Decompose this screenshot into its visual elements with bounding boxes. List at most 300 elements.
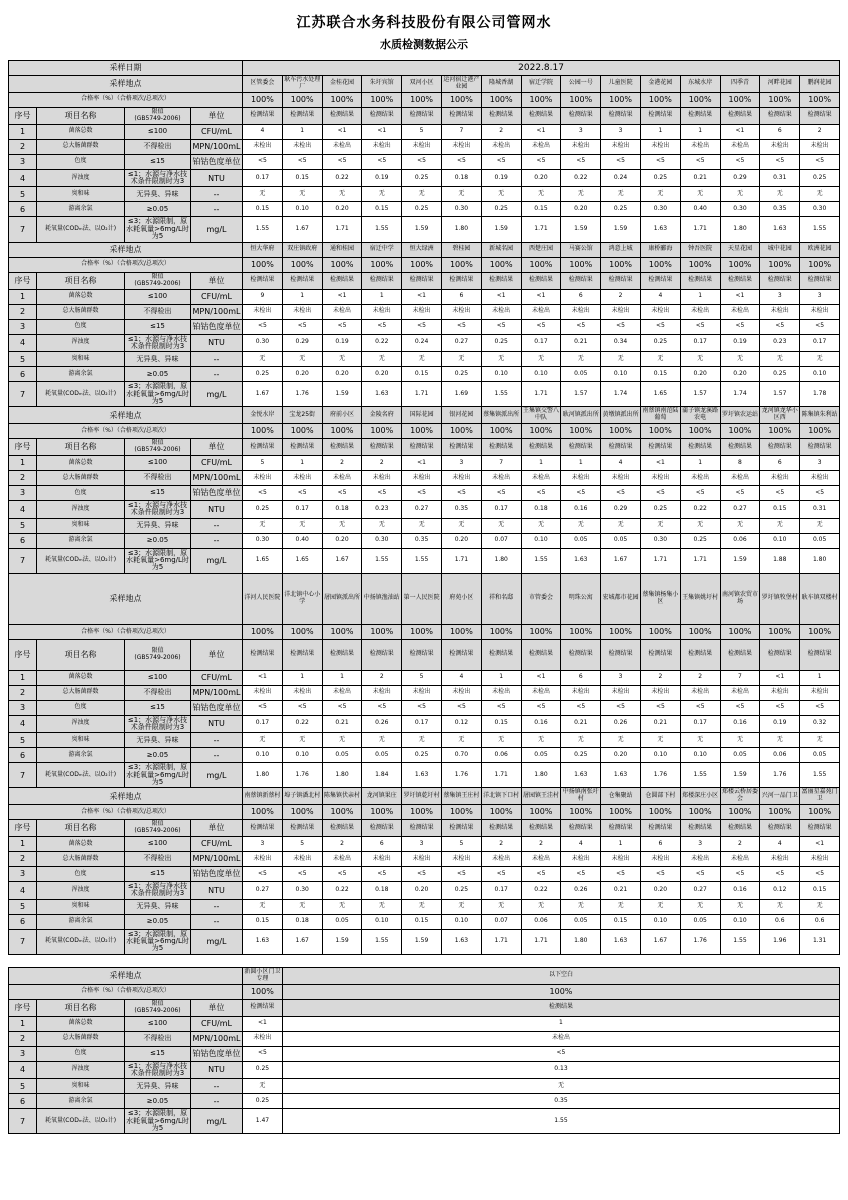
row-result: 1.55 bbox=[521, 548, 561, 573]
row-result: 5 bbox=[441, 837, 481, 852]
row-result: 0.10 bbox=[680, 748, 720, 763]
table-row bbox=[9, 1094, 840, 1109]
site-name: 天星花园 bbox=[720, 242, 760, 257]
site-name: 埠子镇潘北村 bbox=[282, 788, 322, 805]
col-header-result: 检测结果 bbox=[680, 272, 720, 289]
row-result: <5 bbox=[760, 154, 800, 169]
col-header-result: 检测结果 bbox=[601, 272, 641, 289]
sample-date-label: 采样日期 bbox=[9, 61, 243, 76]
row-unit: -- bbox=[191, 518, 243, 533]
row-result: <1 bbox=[402, 456, 442, 471]
table-row bbox=[9, 573, 840, 624]
row-result: 4 bbox=[601, 456, 641, 471]
row-result: <5 bbox=[800, 319, 840, 334]
row-result: 0.25 bbox=[640, 334, 680, 352]
site-name: 中扬镇渔油站 bbox=[362, 573, 402, 624]
row-result: 1.74 bbox=[601, 382, 641, 407]
row-result: 未检出 bbox=[760, 471, 800, 486]
row-result: 未检出 bbox=[441, 685, 481, 700]
row-result: 1.57 bbox=[680, 382, 720, 407]
row-result: 1.65 bbox=[640, 382, 680, 407]
col-header-result: 检测结果 bbox=[282, 439, 322, 456]
row-result: 未检出 bbox=[362, 471, 402, 486]
col-header-result: 检测结果 bbox=[243, 439, 283, 456]
site-label: 采样地点 bbox=[9, 242, 243, 257]
col-header-unit: 单位 bbox=[191, 999, 243, 1016]
row-unit: mg/L bbox=[191, 1109, 243, 1134]
row-result: 无 bbox=[282, 1079, 839, 1094]
col-header-result: 检测结果 bbox=[322, 820, 362, 837]
row-limit: 不得检出 bbox=[125, 852, 191, 867]
row-result: 3 bbox=[800, 456, 840, 471]
table-row bbox=[9, 1046, 840, 1061]
row-result: 无 bbox=[720, 518, 760, 533]
site-name: 蔡集镇派出所 bbox=[481, 407, 521, 424]
row-result: 0.17 bbox=[243, 169, 283, 187]
row-result: 0.05 bbox=[601, 533, 641, 548]
row-result: 无 bbox=[760, 899, 800, 914]
row-result: <1 bbox=[640, 456, 680, 471]
table-row bbox=[9, 217, 840, 242]
row-result: 1.55 bbox=[362, 548, 402, 573]
row-result: 未检出 bbox=[322, 685, 362, 700]
row-limit: ≤1；水源与净水技术条件限制时为3 bbox=[125, 501, 191, 519]
row-result: 未检出 bbox=[760, 852, 800, 867]
table-row bbox=[9, 439, 840, 456]
row-unit: MPN/100mL bbox=[191, 139, 243, 154]
col-header-item: 项目名称 bbox=[37, 439, 125, 456]
pass-rate-value: 100% bbox=[680, 257, 720, 272]
row-result: <5 bbox=[800, 154, 840, 169]
row-result: 5 bbox=[402, 670, 442, 685]
row-item-name: 总大肠菌群数 bbox=[37, 1031, 125, 1046]
col-header-unit: 单位 bbox=[191, 820, 243, 837]
row-unit: mg/L bbox=[191, 548, 243, 573]
row-result: 0.31 bbox=[760, 169, 800, 187]
row-result: 0.05 bbox=[561, 367, 601, 382]
row-result: 1.76 bbox=[760, 763, 800, 788]
row-result: 0.05 bbox=[800, 533, 840, 548]
row-result: 1.31 bbox=[800, 929, 840, 954]
row-result: 2 bbox=[362, 670, 402, 685]
row-result: 1.71 bbox=[322, 217, 362, 242]
row-result: 1.59 bbox=[601, 217, 641, 242]
row-seq: 2 bbox=[9, 471, 37, 486]
row-item-name: 臭和味 bbox=[37, 352, 125, 367]
row-result: 0.16 bbox=[521, 715, 561, 733]
row-item-name: 菌落总数 bbox=[37, 1016, 125, 1031]
row-result: 未检出 bbox=[481, 139, 521, 154]
row-result: 6 bbox=[561, 289, 601, 304]
row-result: 1.96 bbox=[760, 929, 800, 954]
row-result: 1.55 bbox=[282, 1109, 839, 1134]
col-header-result: 检测结果 bbox=[282, 999, 839, 1016]
row-item-name: 浑浊度 bbox=[37, 501, 125, 519]
pass-rate-value: 100% bbox=[441, 424, 481, 439]
col-header-result: 检测结果 bbox=[282, 820, 322, 837]
row-result: <5 bbox=[243, 867, 283, 882]
row-result: 0.20 bbox=[521, 169, 561, 187]
col-header-result: 检测结果 bbox=[481, 820, 521, 837]
row-result: <1 bbox=[322, 124, 362, 139]
row-result: 0.17 bbox=[800, 334, 840, 352]
row-unit: -- bbox=[191, 367, 243, 382]
row-result: 0.17 bbox=[481, 501, 521, 519]
row-result: 5 bbox=[243, 456, 283, 471]
col-header-item: 项目名称 bbox=[37, 820, 125, 837]
col-header-seq: 序号 bbox=[9, 820, 37, 837]
row-seq: 4 bbox=[9, 169, 37, 187]
row-result: 0.10 bbox=[243, 748, 283, 763]
row-result: 未检出 bbox=[282, 1031, 839, 1046]
row-item-name: 总大肠菌群数 bbox=[37, 471, 125, 486]
col-header-result: 检测结果 bbox=[760, 439, 800, 456]
row-result: 0.30 bbox=[243, 334, 283, 352]
row-result: <5 bbox=[680, 700, 720, 715]
row-result: 4 bbox=[760, 837, 800, 852]
pass-rate-value: 100% bbox=[760, 424, 800, 439]
row-result: 1.63 bbox=[760, 217, 800, 242]
row-result: 无 bbox=[362, 518, 402, 533]
col-header-seq: 序号 bbox=[9, 272, 37, 289]
pass-rate-value: 100% bbox=[720, 257, 760, 272]
row-result: 未检出 bbox=[800, 304, 840, 319]
row-result: 0.10 bbox=[362, 914, 402, 929]
row-result: 未检出 bbox=[720, 852, 760, 867]
col-header-result: 检测结果 bbox=[481, 639, 521, 670]
site-name: 仓集聚站 bbox=[601, 788, 641, 805]
row-item-name: 色度 bbox=[37, 154, 125, 169]
row-result: 未检出 bbox=[601, 685, 641, 700]
col-header-result: 检测结果 bbox=[402, 272, 442, 289]
pass-rate-value: 100% bbox=[561, 424, 601, 439]
row-limit: 不得检出 bbox=[125, 471, 191, 486]
row-result: 1.59 bbox=[720, 548, 760, 573]
row-result: 0.20 bbox=[322, 367, 362, 382]
table-row bbox=[9, 788, 840, 805]
col-header-item: 项目名称 bbox=[37, 639, 125, 670]
site-name: 金港花园 bbox=[640, 76, 680, 93]
row-result: <5 bbox=[402, 486, 442, 501]
row-result: 1.67 bbox=[282, 929, 322, 954]
row-result: 未检出 bbox=[322, 304, 362, 319]
row-result: <5 bbox=[561, 700, 601, 715]
row-limit: ≤100 bbox=[125, 1016, 191, 1031]
row-item-name: 耗氧量(CODₘ法、以O₂计) bbox=[37, 1109, 125, 1134]
row-seq: 5 bbox=[9, 1079, 37, 1094]
row-seq: 5 bbox=[9, 518, 37, 533]
col-header-limit: 限值 (GB5749-2006) bbox=[125, 439, 191, 456]
row-item-name: 色度 bbox=[37, 486, 125, 501]
row-result: 未检出 bbox=[720, 304, 760, 319]
row-result: <5 bbox=[680, 319, 720, 334]
row-limit: 不得检出 bbox=[125, 685, 191, 700]
site-name: 中扬镇南张圩村 bbox=[561, 788, 601, 805]
pass-rate-value: 100% bbox=[800, 624, 840, 639]
row-result: 0.13 bbox=[282, 1061, 839, 1079]
pass-rate-value: 100% bbox=[282, 424, 322, 439]
row-item-name: 浑浊度 bbox=[37, 715, 125, 733]
site-name: 区管委会 bbox=[243, 76, 283, 93]
row-seq: 6 bbox=[9, 1094, 37, 1109]
row-result: 未检出 bbox=[800, 852, 840, 867]
row-result: 0.06 bbox=[720, 533, 760, 548]
col-header-result: 检测结果 bbox=[402, 820, 442, 837]
row-result: 0.20 bbox=[720, 367, 760, 382]
col-header-result: 检测结果 bbox=[521, 272, 561, 289]
row-result: 0.05 bbox=[561, 914, 601, 929]
row-unit: -- bbox=[191, 533, 243, 548]
row-item-name: 游离余氯 bbox=[37, 1094, 125, 1109]
row-result: 未检出 bbox=[561, 685, 601, 700]
row-result: 1 bbox=[322, 670, 362, 685]
site-name: 府前小区 bbox=[322, 407, 362, 424]
table-row bbox=[9, 639, 840, 670]
row-result: 1.67 bbox=[243, 382, 283, 407]
sample-date-value: 2022.8.17 bbox=[243, 61, 840, 76]
row-result: 0.17 bbox=[402, 715, 442, 733]
pass-rate-value: 100% bbox=[561, 624, 601, 639]
row-result: 0.20 bbox=[561, 202, 601, 217]
table-row bbox=[9, 1031, 840, 1046]
site-name: 通和桂园 bbox=[322, 242, 362, 257]
row-result: 未检出 bbox=[402, 471, 442, 486]
row-result: 1.59 bbox=[561, 217, 601, 242]
row-result: 未检出 bbox=[640, 139, 680, 154]
pass-rate-value: 100% bbox=[720, 805, 760, 820]
row-result: 1.76 bbox=[441, 763, 481, 788]
row-result: <5 bbox=[362, 486, 402, 501]
row-seq: 3 bbox=[9, 486, 37, 501]
row-result: 0.18 bbox=[521, 501, 561, 519]
row-result: 未检出 bbox=[521, 852, 561, 867]
row-result: 无 bbox=[680, 899, 720, 914]
row-item-name: 游离余氯 bbox=[37, 533, 125, 548]
row-limit: ≥0.05 bbox=[125, 367, 191, 382]
row-item-name: 浑浊度 bbox=[37, 169, 125, 187]
row-result: 无 bbox=[760, 518, 800, 533]
row-seq: 7 bbox=[9, 1109, 37, 1134]
row-result: 0.15 bbox=[601, 914, 641, 929]
row-result: 1.80 bbox=[521, 763, 561, 788]
row-result: 无 bbox=[481, 733, 521, 748]
row-unit: CFU/mL bbox=[191, 670, 243, 685]
row-result: 未检出 bbox=[322, 471, 362, 486]
col-header-result: 检测结果 bbox=[720, 107, 760, 124]
row-result: 未检出 bbox=[521, 685, 561, 700]
row-limit: ≤15 bbox=[125, 700, 191, 715]
pass-rate-value: 100% bbox=[362, 805, 402, 820]
row-result: 1.84 bbox=[362, 763, 402, 788]
pass-rate-value: 100% bbox=[481, 257, 521, 272]
table-row bbox=[9, 187, 840, 202]
row-item-name: 臭和味 bbox=[37, 187, 125, 202]
pass-rate-label: 合格率（%）（合格项次/总项次） bbox=[9, 984, 243, 999]
row-result: 未检出 bbox=[800, 685, 840, 700]
site-name: 陈集镇伏亲村 bbox=[322, 788, 362, 805]
row-result: 2 bbox=[481, 124, 521, 139]
site-name: 郑楼云桥居委会 bbox=[720, 788, 760, 805]
row-result: 0.21 bbox=[561, 715, 601, 733]
row-result: 0.25 bbox=[481, 202, 521, 217]
row-result: 0.20 bbox=[322, 533, 362, 548]
site-name: 王集镇交警八中队 bbox=[521, 407, 561, 424]
col-header-result: 检测结果 bbox=[441, 439, 481, 456]
row-result: <5 bbox=[680, 867, 720, 882]
row-result: 无 bbox=[561, 518, 601, 533]
row-seq: 3 bbox=[9, 700, 37, 715]
row-result: 无 bbox=[760, 187, 800, 202]
row-result: 0.21 bbox=[640, 715, 680, 733]
row-item-name: 耗氧量(CODₘ法、以O₂计) bbox=[37, 763, 125, 788]
row-unit: -- bbox=[191, 1079, 243, 1094]
col-header-result: 检测结果 bbox=[243, 272, 283, 289]
row-limit: ≤15 bbox=[125, 319, 191, 334]
row-result: 无 bbox=[680, 352, 720, 367]
pass-rate-value: 100% bbox=[601, 257, 641, 272]
row-result: <5 bbox=[800, 700, 840, 715]
row-result: 未检出 bbox=[402, 852, 442, 867]
row-result: 0.05 bbox=[800, 748, 840, 763]
row-unit: NTU bbox=[191, 1061, 243, 1079]
pass-rate-value: 100% bbox=[680, 624, 720, 639]
site-name: 王集镇姚圩村 bbox=[680, 573, 720, 624]
table-row bbox=[9, 1079, 840, 1094]
row-unit: mg/L bbox=[191, 763, 243, 788]
row-result: 7 bbox=[481, 456, 521, 471]
site-name: 罗圩镇农运站 bbox=[720, 407, 760, 424]
row-result: 0.12 bbox=[760, 882, 800, 900]
row-result: <5 bbox=[760, 486, 800, 501]
col-header-result: 检测结果 bbox=[441, 107, 481, 124]
row-result: <1 bbox=[760, 670, 800, 685]
row-unit: MPN/100mL bbox=[191, 471, 243, 486]
row-result: 无 bbox=[601, 352, 641, 367]
row-result: 1 bbox=[282, 670, 322, 685]
row-result: 0.25 bbox=[402, 169, 442, 187]
row-result: 0.35 bbox=[760, 202, 800, 217]
row-result: 未检出 bbox=[441, 852, 481, 867]
row-result: 无 bbox=[362, 352, 402, 367]
row-seq: 2 bbox=[9, 852, 37, 867]
row-limit: ≤100 bbox=[125, 124, 191, 139]
row-result: 0.29 bbox=[601, 501, 641, 519]
pass-rate-value: 100% bbox=[800, 805, 840, 820]
row-result: 0.25 bbox=[561, 748, 601, 763]
row-result: 6 bbox=[760, 456, 800, 471]
col-header-item: 项目名称 bbox=[37, 999, 125, 1016]
row-result: 无 bbox=[243, 733, 283, 748]
row-result: 6 bbox=[362, 837, 402, 852]
row-seq: 1 bbox=[9, 837, 37, 852]
row-result: <5 bbox=[521, 319, 561, 334]
pass-rate-value: 100% bbox=[640, 92, 680, 107]
row-result: 1 bbox=[561, 456, 601, 471]
row-result: 未检出 bbox=[243, 471, 283, 486]
col-header-result: 检测结果 bbox=[282, 639, 322, 670]
col-header-result: 检测结果 bbox=[441, 639, 481, 670]
table-row bbox=[9, 76, 840, 93]
row-result: 0.35 bbox=[282, 1094, 839, 1109]
row-result: <5 bbox=[481, 700, 521, 715]
row-limit: ≤100 bbox=[125, 289, 191, 304]
row-result: 0.05 bbox=[322, 914, 362, 929]
row-result: <5 bbox=[720, 319, 760, 334]
row-result: <5 bbox=[561, 319, 601, 334]
row-result: 0.21 bbox=[680, 169, 720, 187]
row-unit: mg/L bbox=[191, 929, 243, 954]
pass-rate-value: 100% bbox=[243, 984, 283, 999]
row-unit: -- bbox=[191, 352, 243, 367]
row-result: 0.29 bbox=[720, 169, 760, 187]
row-result: 未检出 bbox=[561, 304, 601, 319]
row-result: 1.65 bbox=[282, 548, 322, 573]
row-result: 0.10 bbox=[521, 367, 561, 382]
col-header-result: 检测结果 bbox=[561, 439, 601, 456]
table-row bbox=[9, 715, 840, 733]
row-result: <5 bbox=[441, 486, 481, 501]
row-result: 无 bbox=[760, 352, 800, 367]
row-item-name: 浑浊度 bbox=[37, 1061, 125, 1079]
row-unit: mg/L bbox=[191, 217, 243, 242]
row-result: 0.10 bbox=[640, 748, 680, 763]
site-name: 蔡集镇杨集小区 bbox=[640, 573, 680, 624]
row-result: 1 bbox=[680, 124, 720, 139]
pass-rate-value: 100% bbox=[282, 257, 322, 272]
row-limit: 不得检出 bbox=[125, 139, 191, 154]
row-result: 0.17 bbox=[282, 501, 322, 519]
row-result: 未检出 bbox=[640, 852, 680, 867]
row-result: 0.20 bbox=[640, 882, 680, 900]
row-seq: 1 bbox=[9, 124, 37, 139]
row-result: 9 bbox=[243, 289, 283, 304]
col-header-result: 检测结果 bbox=[601, 639, 641, 670]
row-result: 0.22 bbox=[521, 882, 561, 900]
row-result: 无 bbox=[322, 899, 362, 914]
row-result: 2 bbox=[640, 670, 680, 685]
row-result: 1.67 bbox=[640, 929, 680, 954]
col-header-unit: 单位 bbox=[191, 639, 243, 670]
table-row bbox=[9, 670, 840, 685]
row-result: 4 bbox=[640, 289, 680, 304]
row-result: 2 bbox=[680, 670, 720, 685]
col-header-limit: 限值 (GB5749-2006) bbox=[125, 107, 191, 124]
row-result: <5 bbox=[800, 486, 840, 501]
row-result: 1.67 bbox=[322, 548, 362, 573]
row-result: 1.63 bbox=[640, 217, 680, 242]
col-header-unit: 单位 bbox=[191, 272, 243, 289]
row-result: 1.63 bbox=[243, 929, 283, 954]
row-limit: ≤100 bbox=[125, 670, 191, 685]
table-row bbox=[9, 501, 840, 519]
site-name: 国际花园 bbox=[402, 407, 442, 424]
row-result: <1 bbox=[521, 289, 561, 304]
row-result: 无 bbox=[402, 899, 442, 914]
table-row bbox=[9, 700, 840, 715]
row-result: <5 bbox=[322, 319, 362, 334]
page-title: 江苏联合水务科技股份有限公司管网水 bbox=[296, 15, 552, 31]
row-result: 0.15 bbox=[402, 914, 442, 929]
row-result: <1 bbox=[243, 670, 283, 685]
row-result: <5 bbox=[601, 700, 641, 715]
col-header-result: 检测结果 bbox=[521, 820, 561, 837]
col-header-seq: 序号 bbox=[9, 639, 37, 670]
row-result: 1.76 bbox=[282, 763, 322, 788]
row-result: <5 bbox=[441, 867, 481, 882]
table-row bbox=[9, 154, 840, 169]
pass-rate-value: 100% bbox=[243, 624, 283, 639]
row-item-name: 耗氧量(CODₘ法、以O₂计) bbox=[37, 217, 125, 242]
